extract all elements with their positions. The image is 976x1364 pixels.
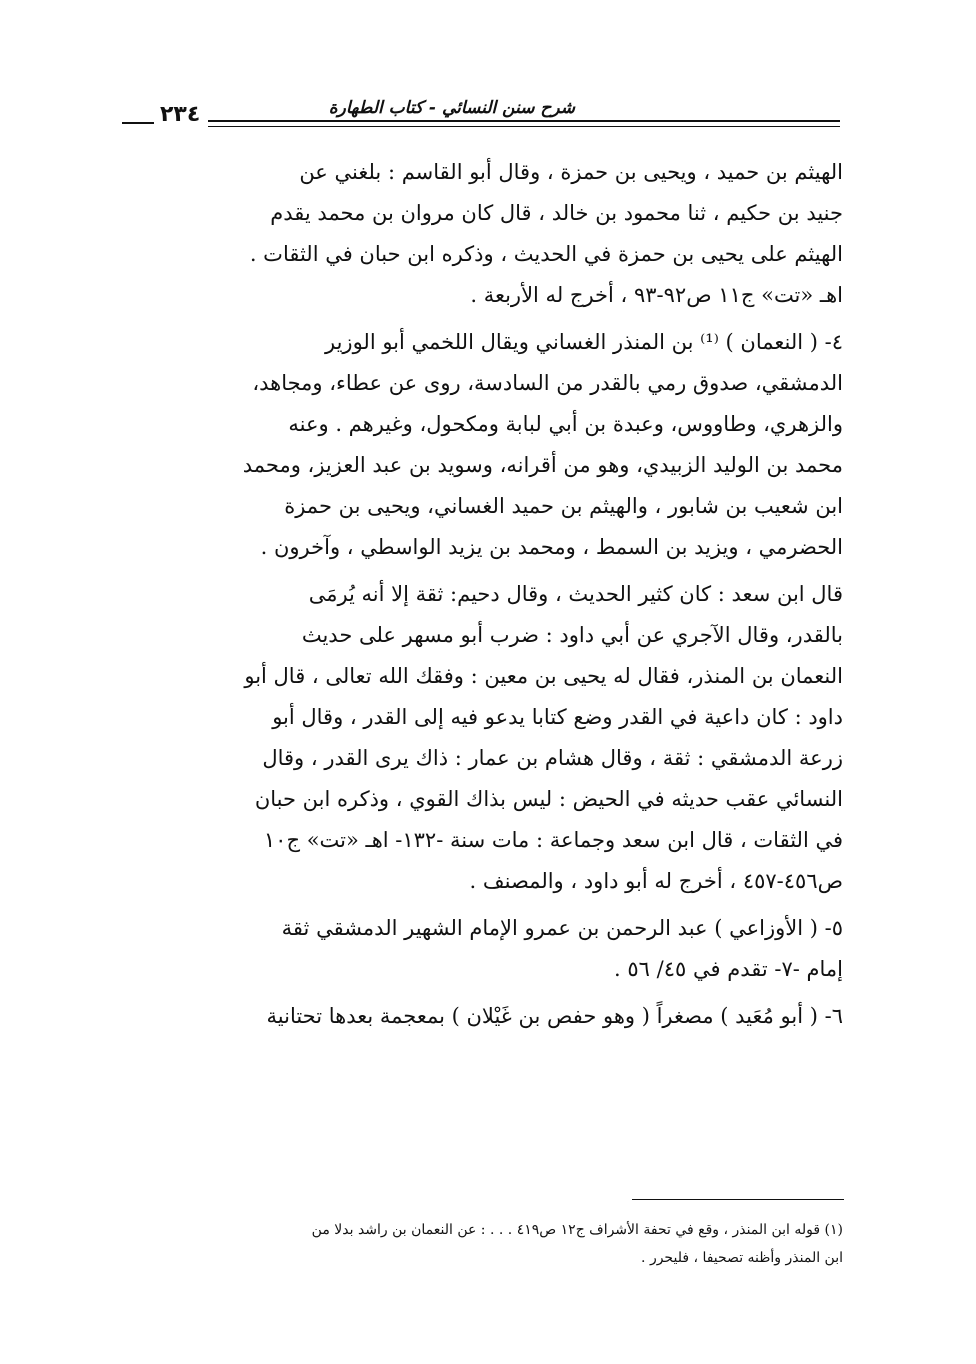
- footnote-line: (١) قوله ابن المنذر ، وقع في تحفة الأشراف ج١٢ ص٤١٩ . . . : عن النعمان بن راشد بدلا من: [311, 1222, 843, 1238]
- entry-heading-line: ٦- ( أبو مُعَيد ) مصغراً ( وهو حفص بن غَيْلان ) بمعجمة بعدها تحتانية: [266, 1004, 843, 1028]
- text-line: بالقدر، وقال الآجري عن أبي داود : ضرب أبو مسهر على حديث: [301, 623, 843, 647]
- entry-heading-line: ٤- ( النعمان ) ⁽¹⁾ بن المنذر الغساني ويقال اللخمي أبو الوزير: [325, 330, 843, 354]
- text-line: في الثقات ، قال ابن سعد وجماعة : مات سنة -١٣٢- اهـ «تت» ج١٠: [263, 828, 843, 852]
- footnote-separator: [632, 1199, 844, 1200]
- text-line: محمد بن الوليد الزبيدي، وهو من أقرانه، وسويد بن عبد العزيز، ومحمد: [242, 453, 843, 477]
- entry-heading-line: ٥- ( الأوزاعي ) عبد الرحمن بن عمرو الإمام الشهير الدمشقي ثقة: [281, 916, 843, 940]
- text-line: ص٤٥٦-٤٥٧ ، أخرج له أبو داود ، والمصنف .: [469, 869, 843, 893]
- main-text: [128, 152, 843, 1037]
- footnotes: [128, 1216, 843, 1272]
- text-line: النعمان بن المنذر، فقال له يحيى بن معين : وفقك الله تعالى ، قال أبو: [244, 664, 843, 688]
- text-line: اهـ «تت» ج١١ ص٩٢-٩٣ ، أخرج له الأربعة .: [470, 283, 843, 307]
- running-header: [122, 96, 840, 136]
- text-line: الهيثم على يحيى بن حمزة في الحديث ، وذكره ابن حبان في الثقات .: [249, 242, 843, 266]
- text-line: والزهري، وطاووس، وعبدة بن أبي لبابة ومكحول، وغيرهم . وعنه: [288, 412, 843, 436]
- book-title: شرح سنن النسائي - كتاب الطهارة: [328, 98, 575, 118]
- text-line: الدمشقي، صدوق رمي بالقدر من السادسة، روى عن عطاء، ومجاهد،: [252, 371, 843, 395]
- text-line: الحضرمي ، ويزيد بن السمط ، ومحمد بن يزيد الواسطي ، وآخرون .: [260, 535, 843, 559]
- text-line: داود : كان داعية في القدر وضع كتابا يدعو فيه إلى القدر ، وقال أبو: [272, 705, 843, 729]
- header-rule: [122, 120, 840, 127]
- text-line: إمام -٧- تقدم في ٤٥/ ٥٦ .: [614, 957, 843, 981]
- text-line: الهيثم بن حميد ، ويحيى بن حمزة ، وقال أبو القاسم : بلغني عن: [299, 160, 843, 184]
- footnote-line: ابن المنذر وأظنه تصحيفا ، فليحرر .: [641, 1250, 843, 1266]
- text-line: جنيد بن حكيم ، ثنا محمود بن خالد ، قال كان مروان بن محمد يقدم: [270, 201, 843, 225]
- text-line: النسائي عقب حديثه في الحيض : ليس بذاك القوي ، وذكره ابن حبان: [254, 787, 843, 811]
- page-number: ٢٣٤: [122, 102, 208, 127]
- text-line: قال ابن سعد : كان كثير الحديث ، وقال دحيم: ثقة إلا أنه يُرمَى: [308, 582, 843, 606]
- text-line: ابن شعيب بن شابور ، والهيثم بن حميد الغساني، ويحيى بن حمزة: [284, 494, 843, 518]
- text-line: زرعة الدمشقي : ثقة ، وقال هشام بن عمار : ذاك يرى القدر ، وقال: [262, 746, 843, 770]
